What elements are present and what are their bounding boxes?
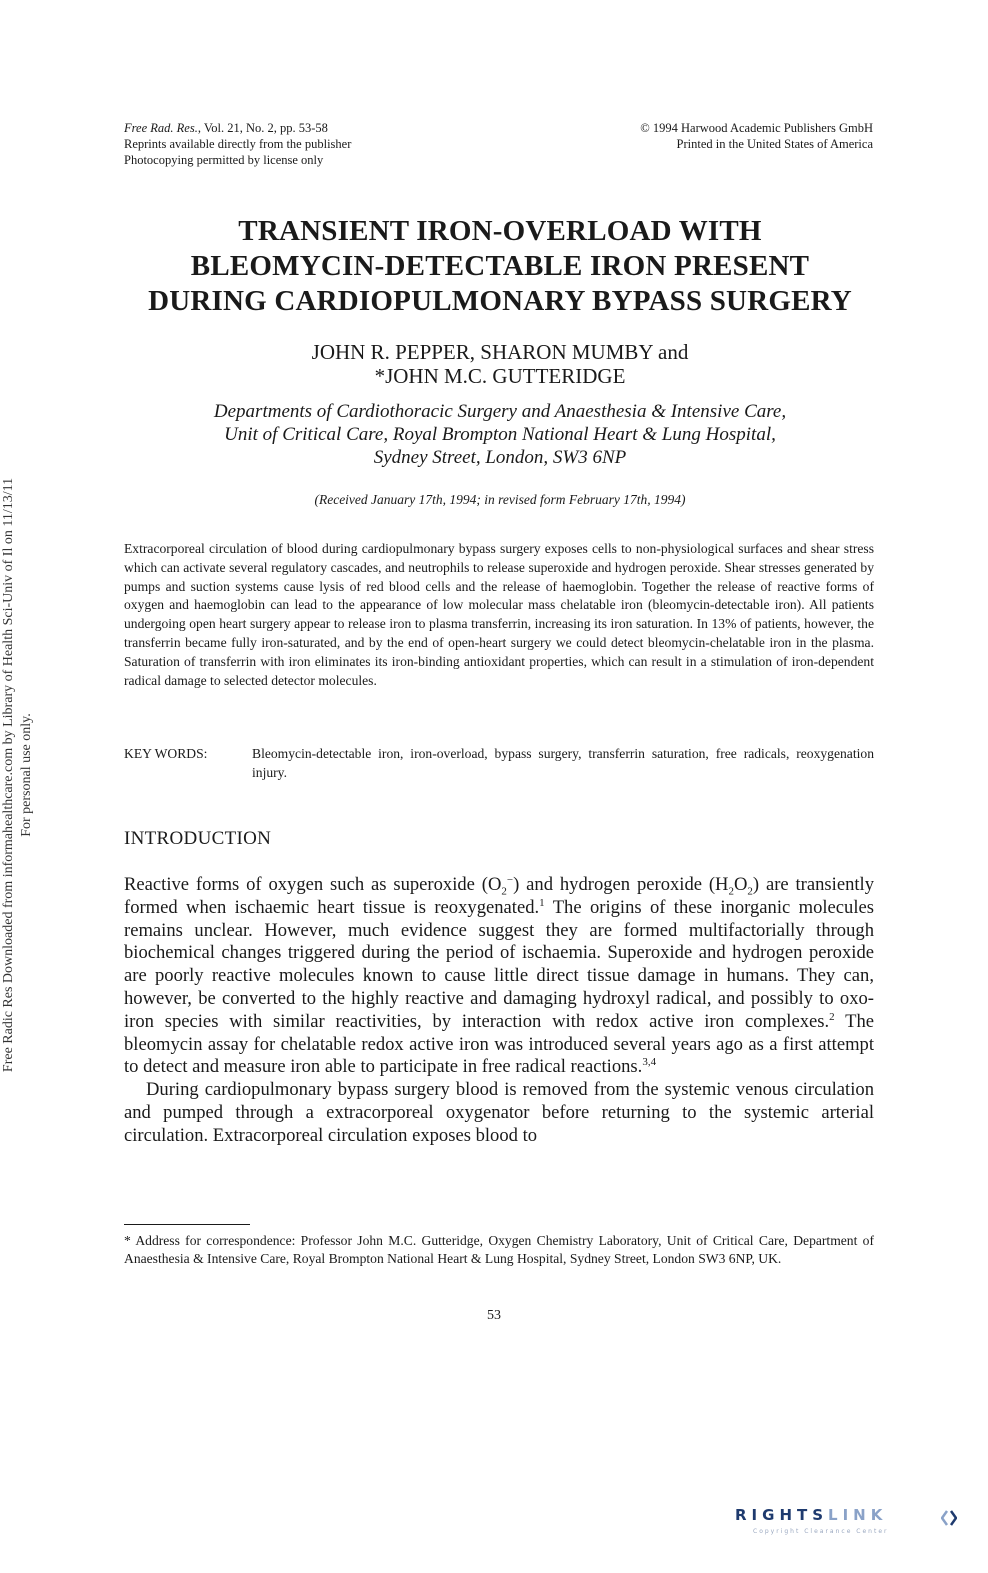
photocopying-note: Photocopying permitted by license only xyxy=(124,153,324,167)
keywords-label: KEY WORDS: xyxy=(124,746,208,761)
journal-header xyxy=(124,120,484,168)
author-list xyxy=(200,340,800,388)
citation-ref: 1 xyxy=(539,896,545,909)
download-watermark xyxy=(0,405,40,1145)
abstract: Extracorporeal circulation of blood during cardiopulmonary bypass surgery exposes cells to non-physiological surfaces and shear stress which can activate several regulatory cascades, and neutrophils to release superoxide and hydrogen peroxide. Shear stresses generated by pumps and suction systems cause lysis of red blood cells and the release of haemoglobin. Together the release of reactive forms of oxygen and haemoglobin can lead to the appearance of low molecular mass chelatable iron (bleomycin-detectable iron). All patients undergoing open heart surgery appear to release iron to plasma transferrin, increasing its iron saturation. In 13% of patients, however, the transferrin became fully iron-saturated, and by the end of open-heart surgery we could detect bleomycin-chelatable iron in the plasma. Saturation of transferrin with iron eliminates its iron-binding antioxidant properties, which can result in a stimulation of iron-dependent radical damage to selected detector molecules. xyxy=(124,541,874,688)
text-run: O xyxy=(733,874,748,895)
subscript: 2 xyxy=(728,885,734,898)
title-line: TRANSIENT IRON-OVERLOAD WITH xyxy=(238,215,762,247)
rightslink-word: LINK xyxy=(828,1506,888,1524)
watermark-line: Free Radic Res Downloaded from informahealthcare.com by Library of Health Sci-Univ of Il on 11/13/11 xyxy=(1,477,16,1073)
copyright-note: © 1994 Harwood Academic Publishers GmbH xyxy=(640,121,873,135)
affiliation xyxy=(100,400,900,469)
citation-ref: 3,4 xyxy=(642,1056,657,1069)
rightslink-wordmark xyxy=(735,1506,887,1524)
received-dates: (Received January 17th, 1994; in revised form February 17th, 1994) xyxy=(314,492,686,507)
paragraph xyxy=(124,874,874,1079)
affiliation-line: Departments of Cardiothoracic Surgery and Anaesthesia & Intensive Care, xyxy=(213,401,787,422)
title-line: BLEOMYCIN-DETECTABLE IRON PRESENT xyxy=(190,250,810,282)
affiliation-line: Sydney Street, London, SW3 6NP xyxy=(373,447,627,468)
introduction-body xyxy=(124,874,874,1148)
journal-volume: , Vol. 21, No. 2, pp. 53-58 xyxy=(197,121,328,135)
text-run: Reactive forms of oxygen such as superoxide (O xyxy=(124,874,502,895)
page-number: 53 xyxy=(487,1308,501,1323)
author-line: JOHN R. PEPPER, SHARON MUMBY and xyxy=(311,340,689,364)
text-run: ) and hydrogen peroxide (H xyxy=(513,874,729,895)
rightslink-logo[interactable] xyxy=(735,1506,975,1546)
text-run: ) are transiently formed when ischaemic heart tissue is reoxygenated. xyxy=(124,874,875,918)
keywords-text: Bleomycin-detectable iron, iron-overload, bypass surgery, transferrin saturation, free radicals, reoxygenation injury. xyxy=(252,746,874,780)
publisher-header xyxy=(520,120,873,152)
reprints-note: Reprints available directly from the publisher xyxy=(124,137,352,151)
journal-name: Free Rad. Res. xyxy=(124,121,198,135)
citation-ref: 2 xyxy=(829,1010,835,1023)
footnote-correspondence: * Address for correspondence: Professor John M.C. Gutteridge, Oxygen Chemistry Laboratory, Unit of Critical Care, Department of Anaesthesia & Intensive Care, Royal Brompton National Heart & Lung Hospital, Sydney Street, London SW3 6NP, UK. xyxy=(124,1233,874,1266)
footnote-rule xyxy=(124,1224,250,1225)
chevron-arrows-icon xyxy=(941,1509,957,1527)
rightslink-tagline: Copyright Clearance Center xyxy=(753,1528,889,1535)
section-heading-introduction: INTRODUCTION xyxy=(124,828,272,849)
paragraph: During cardiopulmonary bypass surgery blood is removed from the systemic venous circulation and pumped through a extracorporeal oxygenator before returning to the systemic arterial circulation. Extracorporeal circulation exposes blood to xyxy=(124,1079,874,1146)
text-run: The origins of these inorganic molecules remains unclear. However, much evidence suggest they are formed multifactorially through biochemical changes triggered during the period of ischaemia. Superoxide and hydrogen peroxide are poorly reactive molecules known to cause little direct tissue damage in humans. They can, however, be converted to the highly reactive and damaging hydroxyl radical, and possibly to oxo-iron species with similar reactivities, by interaction with redox active iron complexes. xyxy=(124,896,874,1032)
printed-note: Printed in the United States of America xyxy=(676,137,873,151)
text-run: The bleomycin assay for chelatable redox active iron was introduced several years ago as a first attempt to detect and measure iron able to participate in free radical reactions. xyxy=(124,1010,874,1078)
article-title xyxy=(100,214,900,319)
title-line: DURING CARDIOPULMONARY BYPASS SURGERY xyxy=(148,285,852,317)
journal-citation xyxy=(124,120,484,136)
subscript: 2 xyxy=(747,885,753,898)
author-line: *JOHN M.C. GUTTERIDGE xyxy=(374,364,626,388)
affiliation-line: Unit of Critical Care, Royal Brompton National Heart & Lung Hospital, xyxy=(224,424,776,445)
superoxide-formula xyxy=(501,873,514,898)
rightslink-word: RIGHTS xyxy=(735,1506,829,1524)
watermark-line: For personal use only. xyxy=(19,713,34,837)
keywords xyxy=(124,744,874,782)
superscript: − xyxy=(506,873,514,886)
subscript: 2 xyxy=(501,885,507,898)
